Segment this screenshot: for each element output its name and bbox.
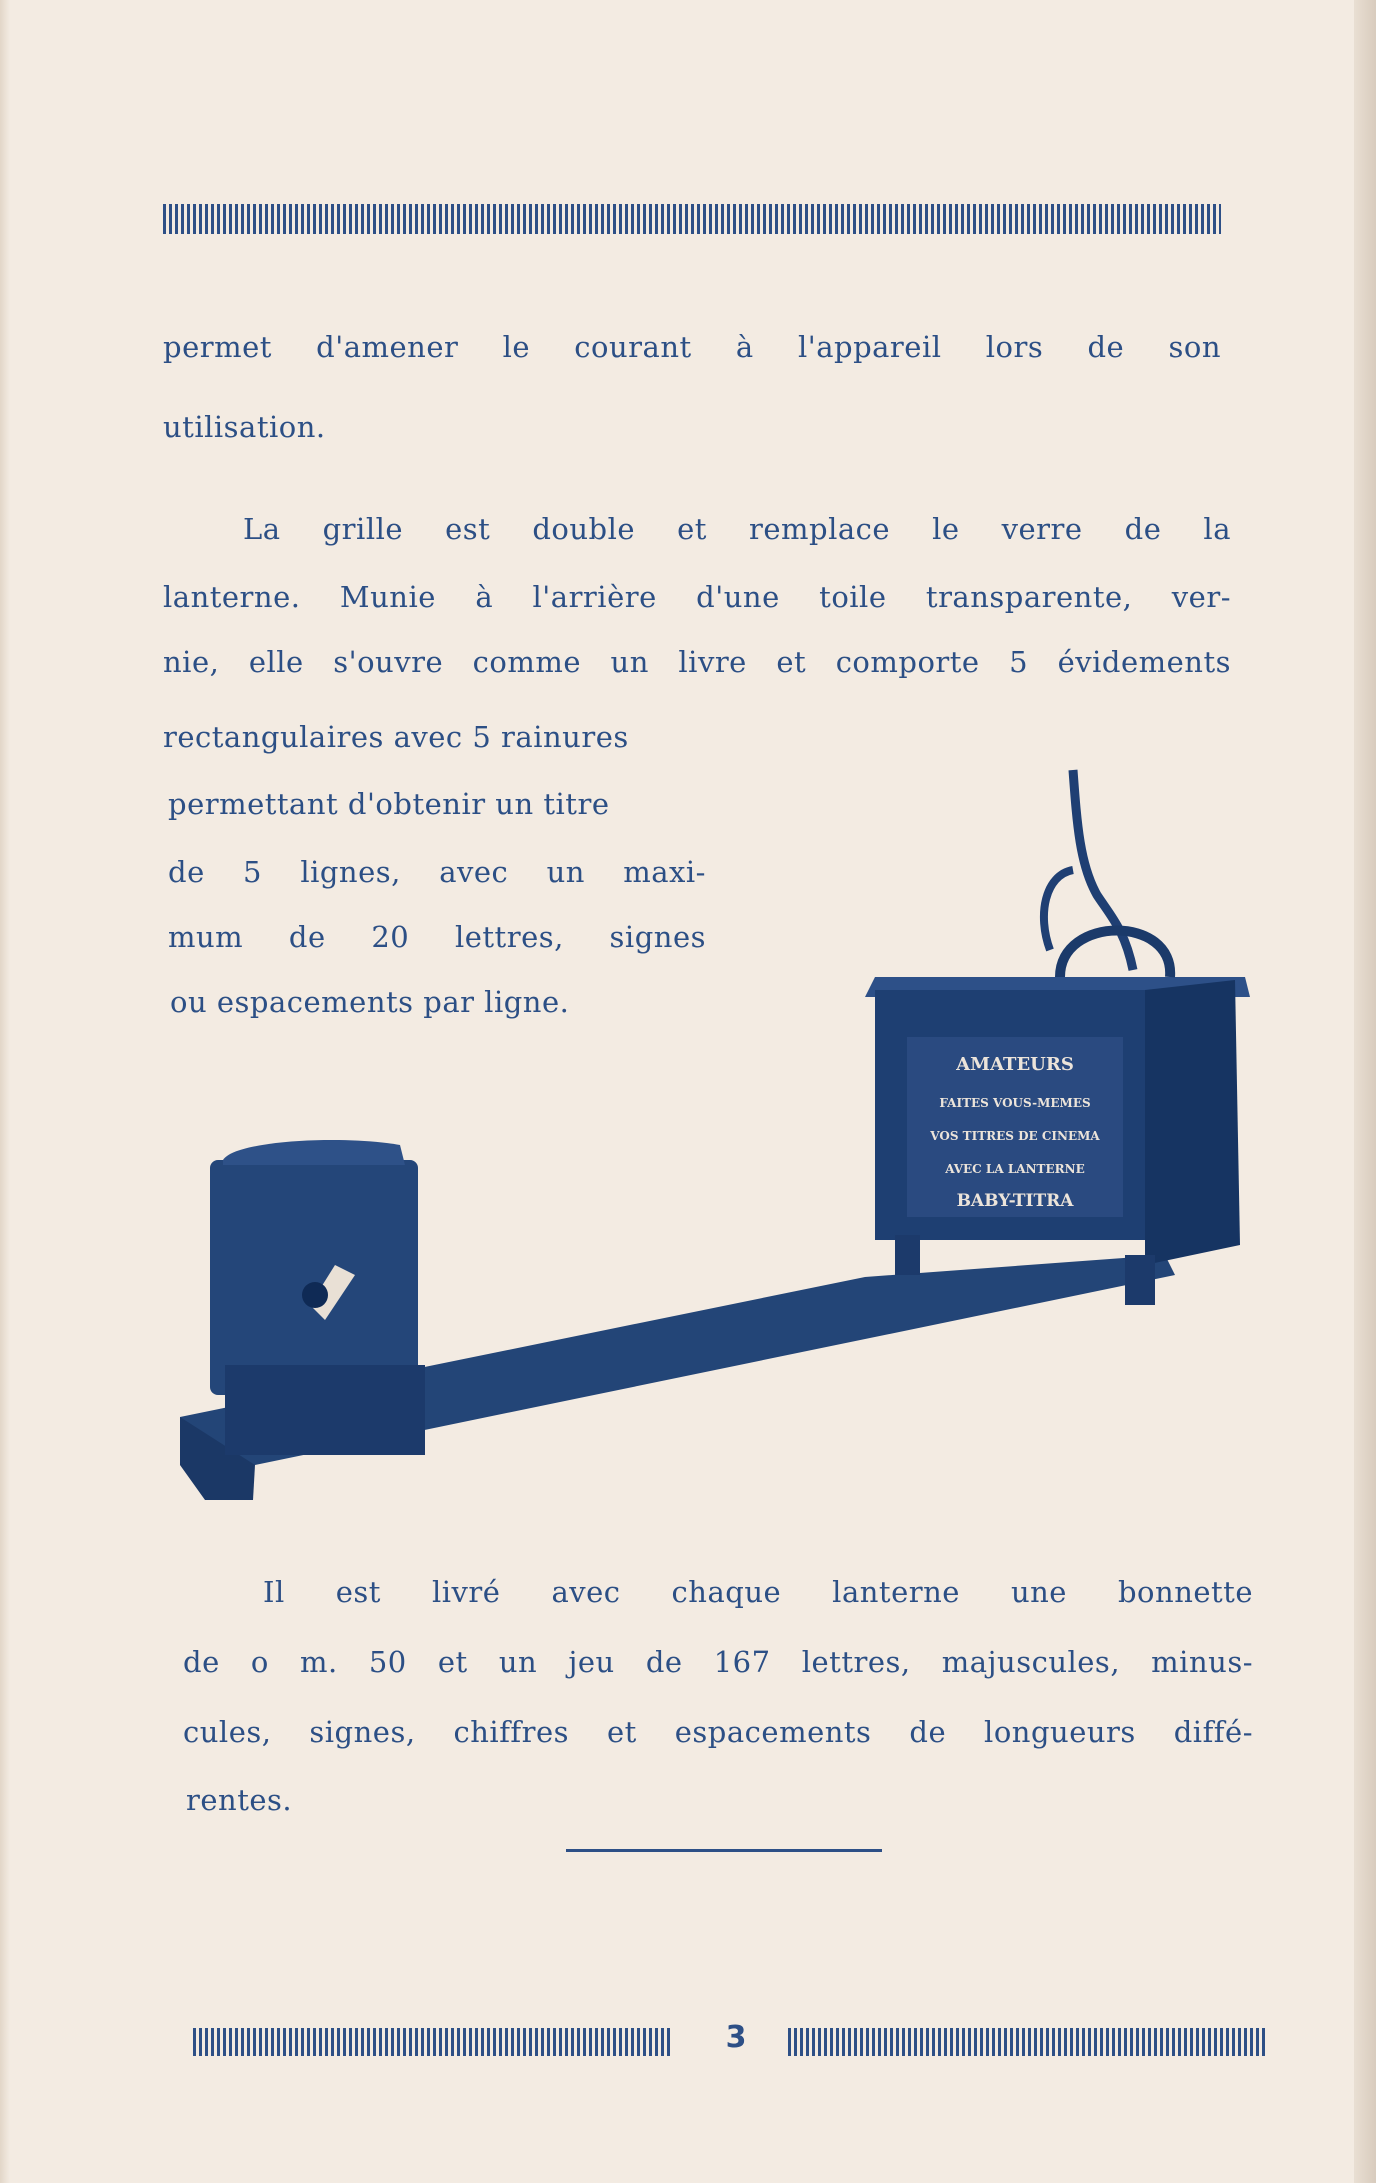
text-line: permet d'amener le courant à l'appareil lors de son — [163, 330, 1221, 364]
page-edge-right — [1354, 0, 1376, 2183]
text-line: ou espacements par ligne. — [170, 985, 570, 1019]
lantern-handle — [1060, 931, 1170, 978]
lantern-side — [1145, 980, 1240, 1265]
lantern-illustration — [165, 765, 1260, 1510]
sign-line: AVEC LA LANTERNE — [945, 1162, 1085, 1176]
camera-support — [210, 1160, 418, 1395]
lantern-foot — [895, 1235, 920, 1275]
bottom-ornament-bar-left — [193, 2028, 673, 2056]
text-line: rentes. — [186, 1783, 293, 1817]
top-ornament-bar — [163, 204, 1221, 234]
text-line: mum de 20 lettres, signes — [168, 920, 706, 954]
text-line: de o m. 50 et un jeu de 167 lettres, majuscules, minus- — [183, 1645, 1253, 1679]
sign-line: BABY-TITRA — [956, 1191, 1074, 1211]
page-number: 3 — [725, 2020, 747, 2055]
lantern-foot — [1125, 1255, 1155, 1305]
sign-line: AMATEURS — [956, 1054, 1074, 1075]
text-line: Il est livré avec chaque lanterne une bonnette — [263, 1575, 1253, 1609]
crank-hub — [302, 1282, 328, 1308]
text-line: rectangulaires avec 5 rainures — [163, 720, 629, 754]
text-line: La grille est double et remplace le verre de la — [243, 512, 1231, 546]
text-line: lanterne. Munie à l'arrière d'une toile transparente, ver- — [163, 580, 1231, 614]
sign-line: VOS TITRES DE CINEMA — [930, 1129, 1100, 1143]
page-edge-left — [0, 0, 10, 2183]
text-line: nie, elle s'ouvre comme un livre et comporte 5 évidements — [163, 645, 1231, 679]
camera-support-top — [223, 1140, 405, 1165]
text-line: permettant d'obtenir un titre — [168, 787, 610, 821]
divider-line — [566, 1849, 882, 1852]
sign-line: FAITES VOUS-MEMES — [939, 1096, 1091, 1110]
text-line: cules, signes, chiffres et espacements de longueurs diffé- — [183, 1715, 1253, 1749]
bottom-ornament-bar-right — [788, 2028, 1266, 2056]
cable-handle — [1044, 870, 1073, 950]
camera-support-base — [225, 1365, 425, 1455]
text-line: utilisation. — [163, 410, 326, 444]
text-line: de 5 lignes, avec un maxi- — [168, 855, 706, 889]
